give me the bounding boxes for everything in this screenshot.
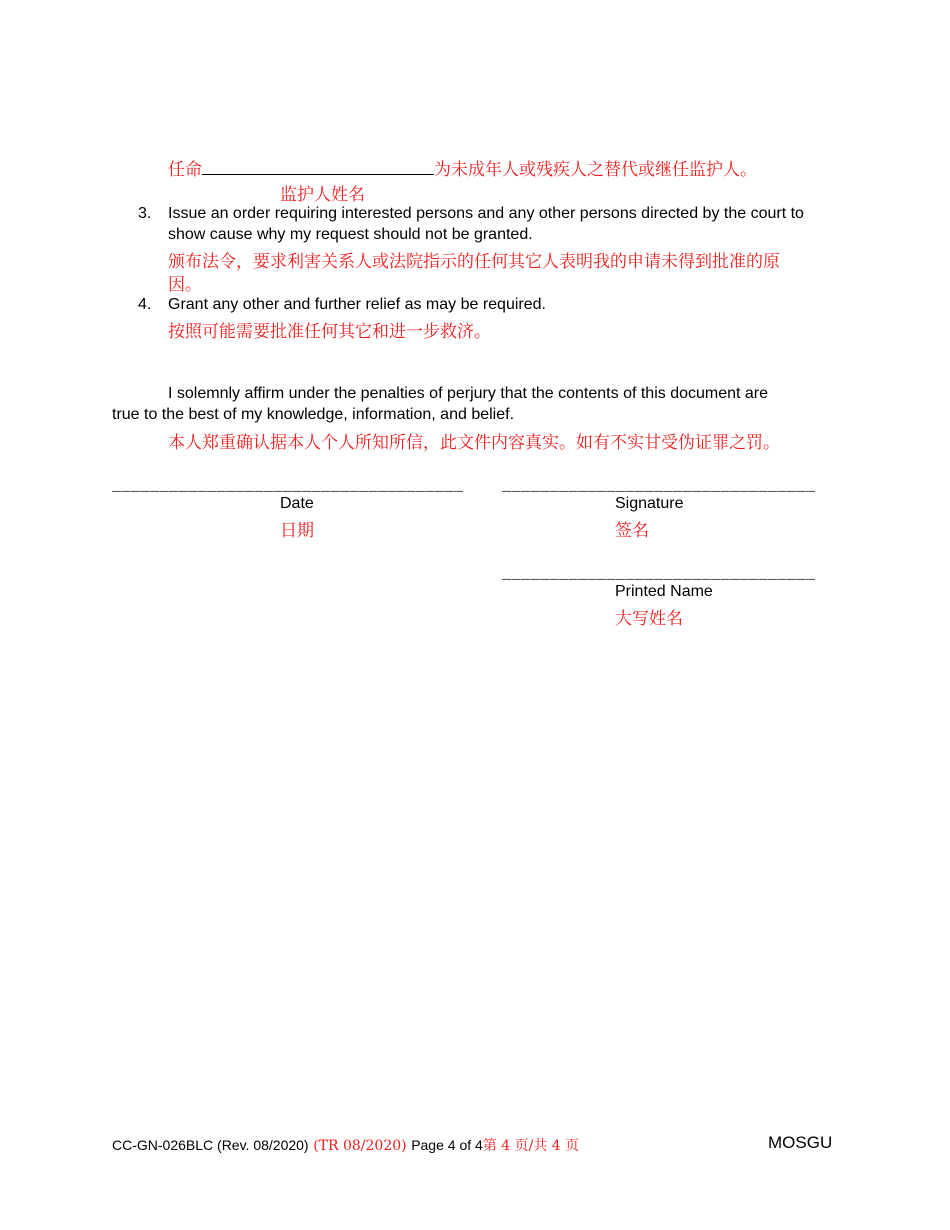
page-number-cn: 第 4 页/共 4 页 xyxy=(482,1138,580,1154)
appoint-prefix: 任命 xyxy=(168,160,202,180)
item-3-en-line2: show cause why my request should not be granted. xyxy=(168,226,533,243)
signature-label-cn: 签名 xyxy=(615,521,649,541)
tr-revision: (TR 08/2020) xyxy=(313,1138,407,1154)
printed-name-line[interactable]: _________________________________ xyxy=(502,566,816,583)
appoint-line xyxy=(168,155,757,180)
date-line[interactable]: _____________________________________ xyxy=(112,478,464,495)
item-3-cn-line2: 因。 xyxy=(168,275,202,295)
date-label-cn: 日期 xyxy=(280,521,314,541)
affirmation-cn: 本人郑重确认据本人个人所知所信，此文件内容真实。如有不实甘受伪证罪之罚。 xyxy=(168,433,780,453)
signature-line[interactable]: _________________________________ xyxy=(502,478,816,495)
guardian-name-label: 监护人姓名 xyxy=(280,185,365,205)
printed-name-label: Printed Name xyxy=(615,583,713,600)
item-number-3: 3. xyxy=(138,205,152,222)
item-3-en-line1: Issue an order requiring interested persons and any other persons directed by the court to xyxy=(168,205,804,222)
date-label: Date xyxy=(280,495,314,512)
appoint-suffix: 为未成年人或残疾人之替代或继任监护人。 xyxy=(434,160,757,180)
signature-label: Signature xyxy=(615,495,684,512)
form-id: CC-GN-026BLC (Rev. 08/2020) xyxy=(112,1137,309,1153)
printed-name-label-cn: 大写姓名 xyxy=(615,609,683,629)
footer xyxy=(112,1135,579,1155)
affirmation-en-line2: true to the best of my knowledge, information, and belief. xyxy=(112,406,515,423)
agency-code: MOSGU xyxy=(768,1133,833,1152)
item-number-4: 4. xyxy=(138,296,152,313)
affirmation-en-line1: I solemnly affirm under the penalties of perjury that the contents of this document are xyxy=(168,385,769,402)
page-number-en: Page 4 of 4 xyxy=(411,1137,483,1153)
item-4-cn-line1: 按照可能需要批准任何其它和进一步救济。 xyxy=(168,322,491,342)
guardian-name-blank[interactable] xyxy=(202,160,434,175)
item-3-cn-line1: 颁布法令，要求利害关系人或法院指示的任何其它人表明我的申请未得到批准的原 xyxy=(168,252,780,272)
item-4-en-line1: Grant any other and further relief as may be required. xyxy=(168,296,546,313)
